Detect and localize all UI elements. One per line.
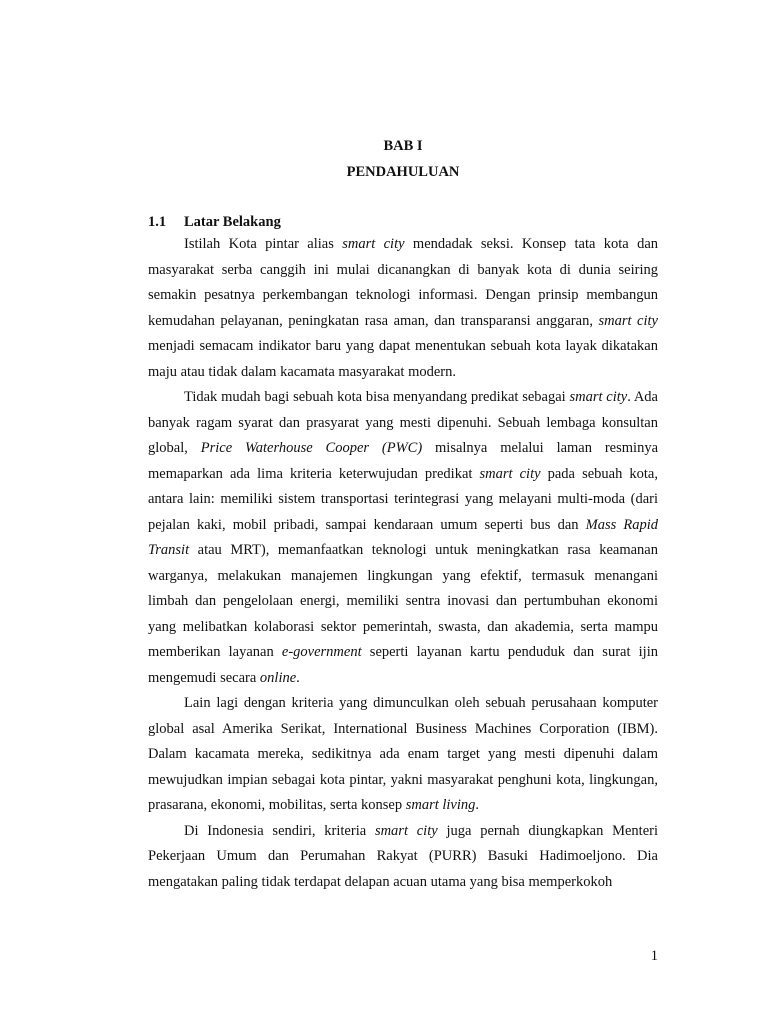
italic-term: Price Waterhouse Cooper (PWC) — [200, 440, 423, 456]
text-run: Di Indonesia sendiri, kriteria — [184, 822, 375, 839]
italic-term: online — [259, 669, 297, 686]
chapter-title: PENDAHULUAN — [346, 164, 460, 180]
paragraph — [148, 232, 658, 385]
text-run: . — [296, 669, 300, 686]
text-run: mendadak seksi. Konsep tata kota dan masyarakat serba canggih ini mulai dicanangkan di banyak kota di dunia seiring semakin pesatnya perkembangan teknologi informasi. Dengan prinsip membangun kemudahan pelayanan, peningkatan rasa aman, dan transparansi anggaran, — [148, 236, 659, 329]
section-title: Latar Belakang — [184, 214, 281, 230]
paragraph — [148, 819, 658, 896]
italic-term: smart city — [569, 389, 628, 405]
paragraph — [148, 691, 658, 819]
chapter-heading — [148, 133, 658, 185]
page-number: 1 — [650, 948, 658, 964]
italic-term: Mass Rapid Transit — [148, 516, 658, 558]
italic-term: smart city — [598, 312, 658, 329]
text-run: Tidak mudah bagi sebuah kota bisa menyandang predikat sebagai — [184, 389, 570, 405]
section-number: 1.1 — [148, 214, 167, 230]
text-run: juga pernah diungkapkan Menteri Pekerjaan Umum dan Perumahan Rakyat (PURR) Basuki Hadimoeljono. Dia mengatakan paling tidak terdapat delapan acuan utama yang bisa memperkokoh — [148, 822, 659, 890]
text-run: pada sebuah kota, antara lain: memiliki sistem transportasi terintegrasi yang melayani multi-moda (dari pejalan kaki, mobil pribadi, sampai kendaraan umum seperti bus dan — [148, 465, 658, 533]
text-run: . — [475, 797, 480, 813]
text-run: . Ada banyak ragam syarat dan prasyarat yang mesti dipenuhi. Sebuah lembaga konsultan global, — [148, 389, 658, 456]
italic-term: smart city — [479, 465, 541, 482]
text-run: menjadi semacam indikator baru yang dapat menentukan sebuah kota layak dikatakan maju atau tidak dalam kacamata masyarakat modern. — [148, 338, 658, 380]
text-run: misalnya melalui laman resminya memaparkan ada lima kriteria keterwujudan predikat — [148, 440, 659, 482]
italic-term: smart city — [374, 822, 438, 839]
text-run: Istilah Kota pintar alias — [184, 236, 343, 252]
italic-term: smart living — [405, 797, 476, 813]
italic-term: smart city — [342, 236, 405, 252]
text-run: atau MRT), memanfaatkan teknologi untuk meningkatkan rasa keamanan warganya, melakukan manajemen lingkungan yang efektif, termasuk menangani limbah dan pengelolaan energi, memiliki sentra inovasi dan pertumbuhan ekonomi yang melibatkan kolaborasi sektor pemerintah, swasta, dan akademia, serta mampu memberikan layanan — [148, 542, 658, 660]
text-run: seperti layanan kartu penduduk dan surat ijin mengemudi secara — [148, 644, 658, 686]
italic-term: e-government — [281, 644, 362, 660]
paragraph — [148, 385, 658, 691]
chapter-label: BAB I — [383, 138, 423, 154]
body-text — [148, 232, 658, 895]
text-run: Lain lagi dengan kriteria yang dimunculkan oleh sebuah perusahaan komputer global asal Amerika Serikat, International Business Machines Corporation (IBM). Dalam kacamata mereka, sedikitnya ada enam target yang mesti dipenuhi dalam mewujudkan impian sebagai kota pintar, yakni masyarakat penghuni kota, lingkungan, prasarana, ekonomi, mobilitas, serta konsep — [148, 695, 658, 813]
